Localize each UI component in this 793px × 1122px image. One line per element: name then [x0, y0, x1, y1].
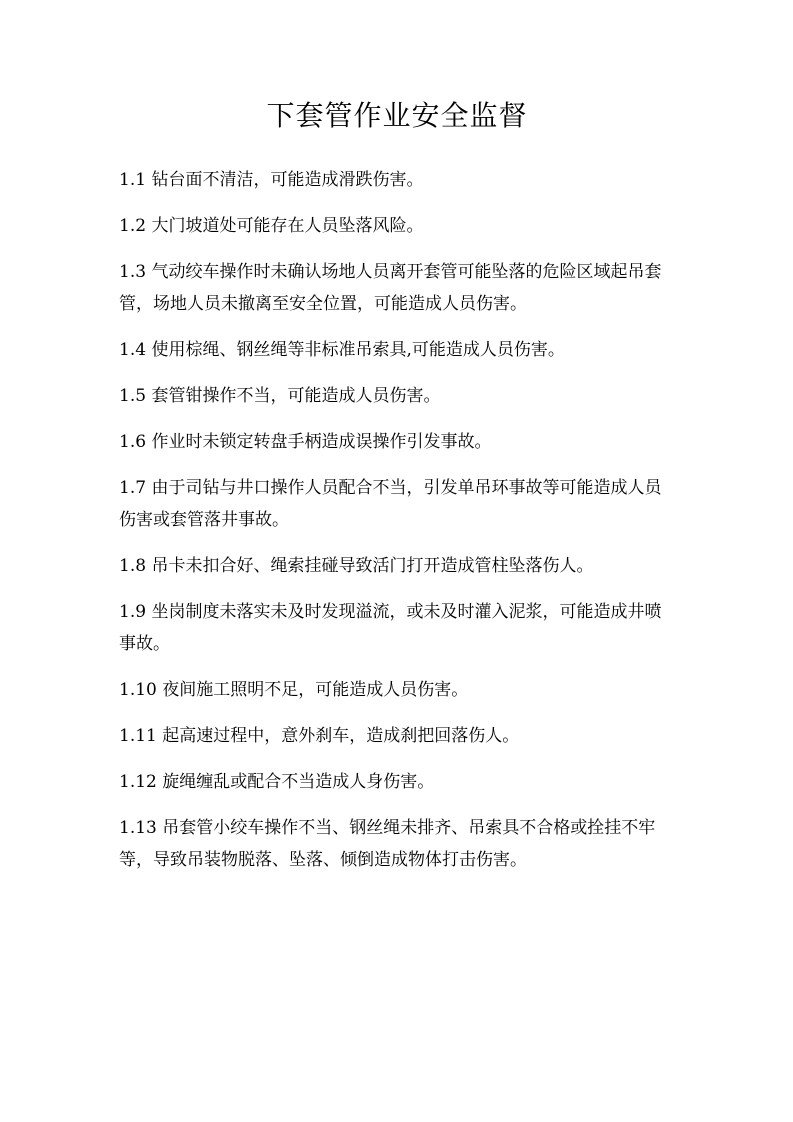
document-title: 下套管作业安全监督	[266, 99, 528, 132]
hazard-item-1-2: 1.2 大门坡道处可能存在人员坠落风险。	[119, 216, 424, 236]
hazard-item-1-3: 1.3 气动绞车操作时未确认场地人员离开套管可能坠落的危险区域起吊套管，场地人员未撤离至安全位置，可能造成人员伤害。	[119, 262, 662, 314]
hazard-item-1-13: 1.13 吊套管小绞车操作不当、钢丝绳未排齐、吊索具不合格或拴挂不牢等，导致吊装物脱落、坠落、倾倒造成物体打击伤害。	[119, 818, 656, 870]
hazard-item-1-9: 1.9 坐岗制度未落实未及时发现溢流，或未及时灌入泥浆，可能造成井喷事故。	[119, 602, 662, 654]
hazard-item-1-10: 1.10 夜间施工照明不足，可能造成人员伤害。	[119, 680, 469, 700]
hazard-item-1-12: 1.12 旋绳缠乱或配合不当造成人身伤害。	[119, 772, 435, 792]
hazard-item-1-6: 1.6 作业时未锁定转盘手柄造成误操作引发事故。	[119, 432, 492, 452]
hazard-item-1-8: 1.8 吊卡未扣合好、绳索挂碰导致活门打开造成管柱坠落伤人。	[119, 556, 594, 576]
hazard-item-1-7: 1.7 由于司钻与井口操作人员配合不当，引发单吊环事故等可能造成人员伤害或套管落井事故。	[119, 478, 662, 530]
hazard-list	[119, 164, 675, 876]
hazard-item-1-1: 1.1 钻台面不清洁，可能造成滑跌伤害。	[119, 170, 424, 190]
hazard-item-1-4: 1.4 使用棕绳、钢丝绳等非标准吊索具,可能造成人员伤害。	[119, 340, 565, 360]
hazard-item-1-11: 1.11 起高速过程中，意外刹车，造成刹把回落伤人。	[119, 726, 520, 746]
hazard-item-1-5: 1.5 套管钳操作不当，可能造成人员伤害。	[119, 386, 441, 406]
